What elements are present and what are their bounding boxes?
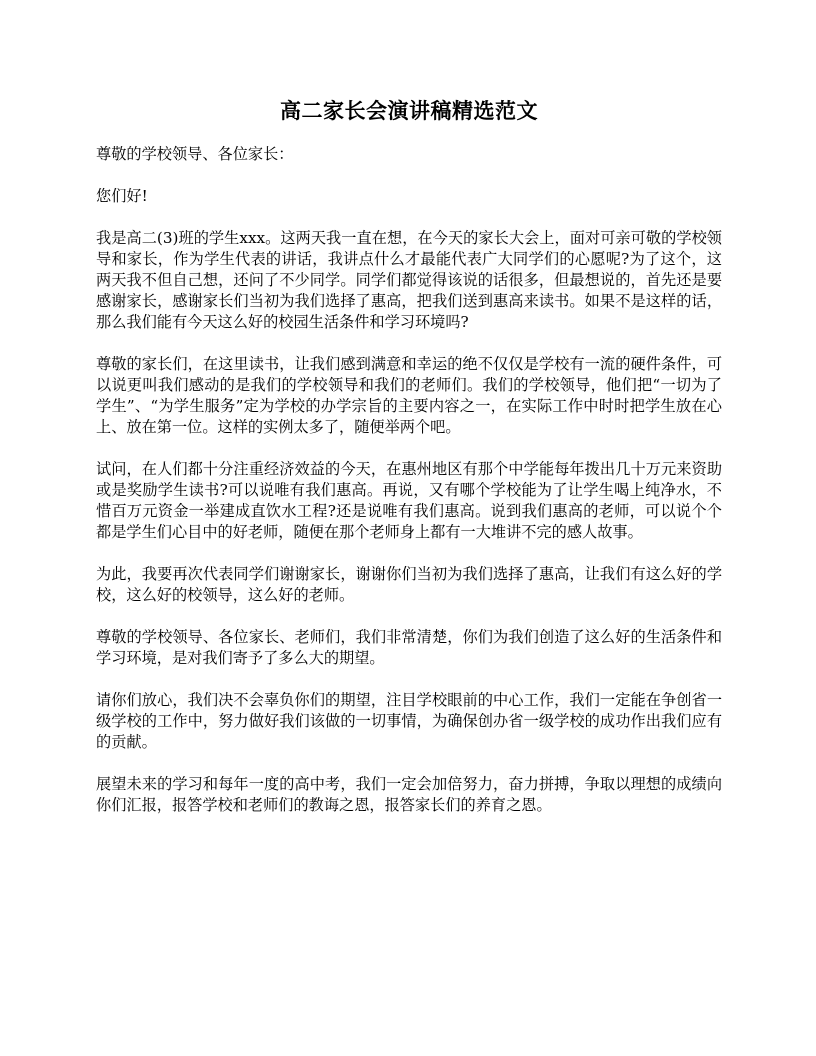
- salutation: 尊敬的学校领导、各位家长：: [96, 145, 294, 163]
- paragraph: 尊敬的家长们，在这里读书，让我们感到满意和幸运的绝不仅仅是学校有一流的硬件条件，可以说更叫我们感动的是我们的学校领导和我们的老师们。我们的学校领导，他们把“一切为了学生”、“为学生服务”定为学校的办学宗旨的主要内容之一，在实际工作中时时把学生放在心上、放在第一位。这样的实例太多了，随便举两个吧。: [96, 355, 722, 436]
- closing-paragraph: 展望未来的学习和每年一度的高中考，我们一定会加倍努力，奋力拼搏，争取以理想的成绩向你们汇报，报答学校和老师们的教诲之恩，报答家长们的养育之恩。: [96, 775, 722, 814]
- paragraph: 试问，在人们都十分注重经济效益的今天，在惠州地区有那个中学能每年拨出几十万元来资助或是奖励学生读书?可以说唯有我们惠高。再说，又有哪个学校能为了让学生喝上纯净水，不惜百万元资金一举建成直饮水工程?还是说唯有我们惠高。说到我们惠高的老师，可以说个个都是学生们心目中的好老师，随便在那个老师身上都有一大堆讲不完的感人故事。: [96, 460, 722, 541]
- paragraph: 尊敬的学校领导、各位家长、老师们，我们非常清楚，你们为我们创造了这么好的生活条件和学习环境，是对我们寄予了多么大的期望。: [96, 628, 722, 667]
- greeting: 您们好!: [96, 187, 148, 205]
- paragraph: 为此，我要再次代表同学们谢谢家长，谢谢你们当初为我们选择了惠高，让我们有这么好的学校，这么好的校领导，这么好的老师。: [96, 565, 722, 604]
- document-title: 高二家长会演讲稿精选范文: [280, 99, 538, 123]
- paragraph: 我是高二(3)班的学生xxx。这两天我一直在想，在今天的家长大会上，面对可亲可敬的学校领导和家长，作为学生代表的讲话，我讲点什么才最能代表广大同学们的心愿呢?为了这个，这两天我不但自己想，还问了不少同学。同学们都觉得该说的话很多，但最想说的，首先还是要感谢家长，感谢家长们当初为我们选择了惠高，把我们送到惠高来读书。如果不是这样的话，那么我们能有今天这么好的校园生活条件和学习环境吗?: [96, 229, 722, 331]
- document-page: [96, 96, 722, 837]
- paragraph: 请你们放心，我们决不会辜负你们的期望，注目学校眼前的中心工作，我们一定能在争创省一级学校的工作中，努力做好我们该做的一切事情，为确保创办省一级学校的成功作出我们应有的贡献。: [96, 691, 722, 751]
